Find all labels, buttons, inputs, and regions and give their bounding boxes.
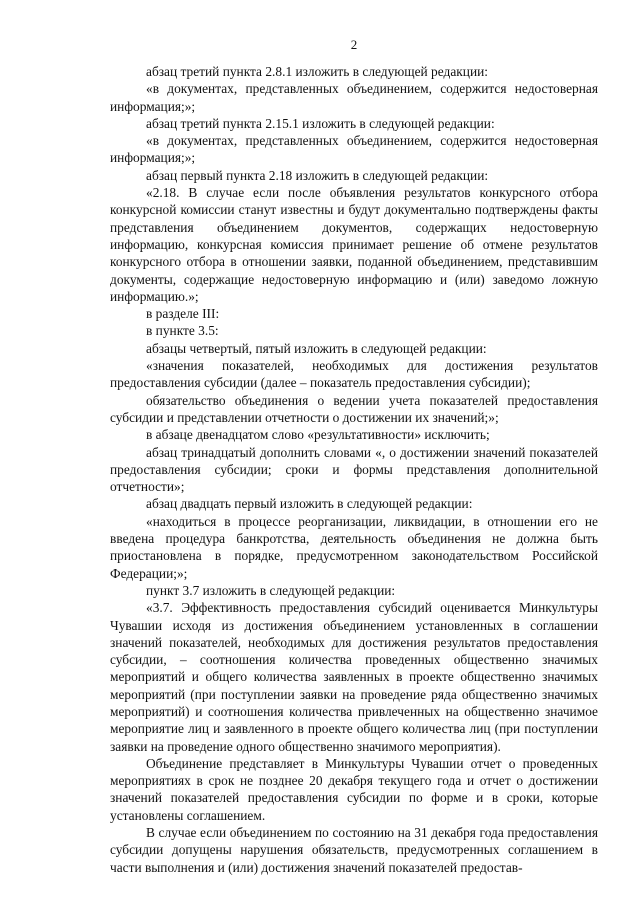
paragraph-report: Объединение представляет в Минкультуры Чувашии отчет о проведенных мероприятиях в срок не позднее 20 декабря текущего года и отчет о достижении значений показателей предоставления субсидии по форме и в сроки, которые установлены соглашением. (110, 755, 598, 823)
paragraph-amend-2-15-1: абзац третий пункта 2.15.1 изложить в следующей редакции: (146, 115, 495, 131)
paragraph-quote-2-8-1: «в документах, представленных объединением, содержится недостоверная информация;»; (110, 81, 598, 114)
paragraph-amend-2-18: абзац первый пункта 2.18 изложить в следующей редакции: (146, 167, 489, 183)
paragraph-amend-2-8-1: абзац третий пункта 2.8.1 изложить в следующей редакции: (146, 64, 488, 79)
paragraph-amend-3-7: пункт 3.7 изложить в следующей редакции: (146, 582, 396, 598)
paragraph-quote-3-7: «3.7. Эффективность предоставления субсидий оценивается Минкультуры Чувашии исходя из достижения объединением установленных в соглашении значений показателей, необходимых для достижения результатов предоставления субсидии, – соотношения количества проведенных общественно значимых мероприятий и общего количества заявленных в проекте общественно значимых мероприятий (при поступлении заявки на проведение ряда общественно значимых мероприятий) и соотношения количества привлеченных на общественно значимое мероприятие лиц и заявленного в проекте общего количества лиц (при поступлении заявки на проведение одного общественно значимого мероприятия). (110, 600, 598, 754)
paragraph-section-3: в разделе III: (146, 306, 220, 322)
paragraph-quote-indicators: «значения показателей, необходимых для достижения результатов предоставления субсидии (далее – показатель предоставления субсидии); (110, 358, 598, 391)
paragraph-quote-obligation: обязательство объединения о ведении учета показателей предоставления субсидии и представлении отчетности о достижении их значений;»; (110, 392, 598, 425)
paragraph-violations: В случае если объединением по состоянию на 31 декабря года предоставления субсидии допущены нарушения обязательств, предусмотренных соглашением в части выполнения и (или) достижения значений показателей предостав- (110, 825, 598, 875)
paragraph-quote-2-15-1: «в документах, представленных объединением, содержится недостоверная информация;»; (110, 133, 598, 166)
paragraph-twelfth: в абзаце двенадцатом слово «результативности» исключить; (146, 427, 490, 443)
paragraph-thirteenth: абзац тринадцатый дополнить словами «, о достижении значений показателей предоставления субсидии; сроки и формы представления дополнительной отчетности»; (110, 444, 598, 495)
paragraph-point-3-5: в пункте 3.5: (146, 323, 219, 339)
page-number: 2 (350, 37, 358, 52)
paragraph-quote-reorganization: «находиться в процессе реорганизации, ликвидации, в отношении его не введена процедура банкротства, деятельность объединения не должна быть приостановлена в порядке, предусмотренном законодательством Российской Федерации;»; (110, 513, 598, 581)
document-page (110, 37, 598, 876)
paragraph-amend-twenty-first: абзац двадцать первый изложить в следующей редакции: (146, 496, 473, 512)
paragraph-amend-paragraphs-4-5: абзацы четвертый, пятый изложить в следующей редакции: (146, 340, 487, 356)
paragraph-quote-2-18: «2.18. В случае если после объявления результатов конкурсного отбора конкурсной комиссии станут известны и будут документально подтверждены факты представления объединением документов, содержащих недостоверную информацию, конкурсная комиссия принимает решение об отмене результатов конкурсного отбора в отношении заявки, поданной объединением, представившим документы, содержащие недостоверную информацию и (или) заведомо ложную информацию.»; (110, 185, 598, 304)
